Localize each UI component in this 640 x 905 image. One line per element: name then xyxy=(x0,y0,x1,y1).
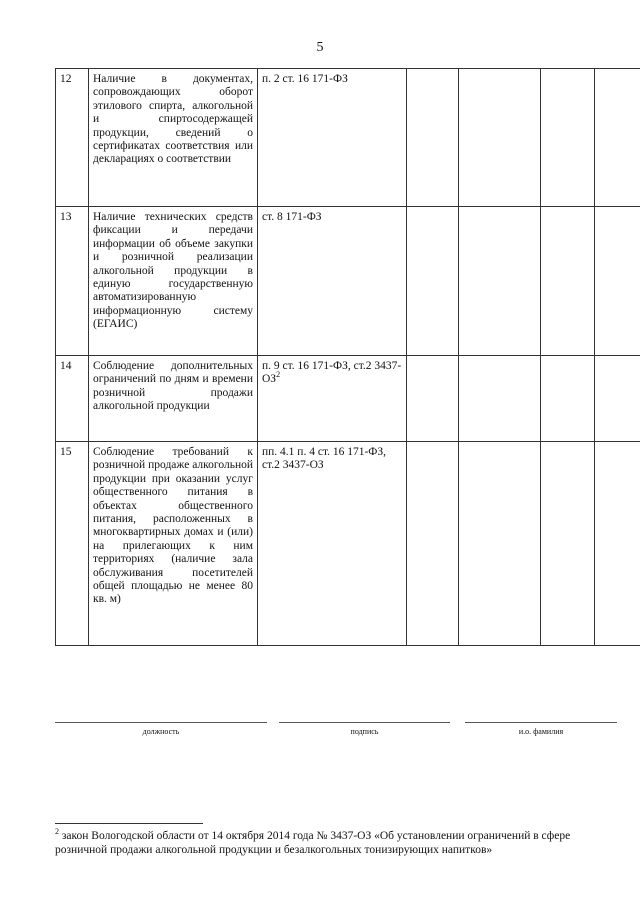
legal-reference-text: п. 9 ст. 16 171-ФЗ, ст.2 3437-ОЗ xyxy=(262,360,402,386)
empty-cell xyxy=(595,207,640,356)
footnote-text: закон Вологодской области от 14 октября 2014 года № 3437-ОЗ «Об установлении ограничений в сфере розничной продажи алкогольной продукции и безалкогольных тонизирующих напитков» xyxy=(55,830,571,856)
empty-cell xyxy=(407,69,459,207)
row-number: 14 xyxy=(56,356,89,442)
empty-cell xyxy=(541,207,595,356)
table-row xyxy=(56,442,640,646)
page-number: 5 xyxy=(316,40,324,55)
empty-cell xyxy=(541,356,595,442)
legal-reference-cell xyxy=(258,356,407,442)
position-signature-line xyxy=(55,722,267,723)
empty-cell xyxy=(407,356,459,442)
empty-cell xyxy=(459,69,541,207)
row-number: 13 xyxy=(56,207,89,356)
empty-cell xyxy=(595,69,640,207)
empty-cell xyxy=(459,442,541,646)
signature-line xyxy=(279,722,450,723)
name-label: и.о. фамилия xyxy=(518,727,564,736)
requirement-cell: Наличие в документах, сопровождающих оборот этилового спирта, алкогольной и спиртосодержащей продукции, сведений о сертификатах соответствия или декларациях о соответствии xyxy=(89,69,258,207)
footnote-separator xyxy=(55,823,203,824)
row-number: 15 xyxy=(56,442,89,646)
footnote-marker: 2 xyxy=(276,370,281,380)
checklist-table xyxy=(55,68,640,646)
legal-reference-cell: пп. 4.1 п. 4 ст. 16 171-ФЗ, ст.2 3437-ОЗ xyxy=(258,442,407,646)
legal-reference-cell: п. 2 ст. 16 171-ФЗ xyxy=(258,69,407,207)
empty-cell xyxy=(595,356,640,442)
table-row xyxy=(56,69,640,207)
empty-cell xyxy=(459,356,541,442)
footnote-number: 2 xyxy=(55,827,59,837)
table-row xyxy=(56,356,640,442)
signature-label: подпись xyxy=(350,727,379,736)
requirement-cell: Соблюдение требований к розничной продаже алкогольной продукции при оказании услуг общественного питания в объектах общественного питания, расположенных в многоквартирных домах и (или) на прилегающих к ним территориях (наличие зала обслуживания посетителей общей площадью не менее 80 кв. м) xyxy=(89,442,258,646)
requirement-cell: Соблюдение дополнительных ограничений по дням и времени розничной продажи алкогольной продукции xyxy=(89,356,258,442)
empty-cell xyxy=(595,442,640,646)
legal-reference-cell: ст. 8 171-ФЗ xyxy=(258,207,407,356)
empty-cell xyxy=(407,207,459,356)
requirement-cell: Наличие технических средств фиксации и передачи информации об объеме закупки и розничной реализации алкогольной продукции в единую государственную автоматизированную информационную систему (ЕГАИС) xyxy=(89,207,258,356)
name-signature-line xyxy=(465,722,617,723)
empty-cell xyxy=(407,442,459,646)
empty-cell xyxy=(541,442,595,646)
table-row xyxy=(56,207,640,356)
empty-cell xyxy=(541,69,595,207)
footnote xyxy=(55,829,595,857)
position-label: должность xyxy=(142,727,180,736)
row-number: 12 xyxy=(56,69,89,207)
empty-cell xyxy=(459,207,541,356)
